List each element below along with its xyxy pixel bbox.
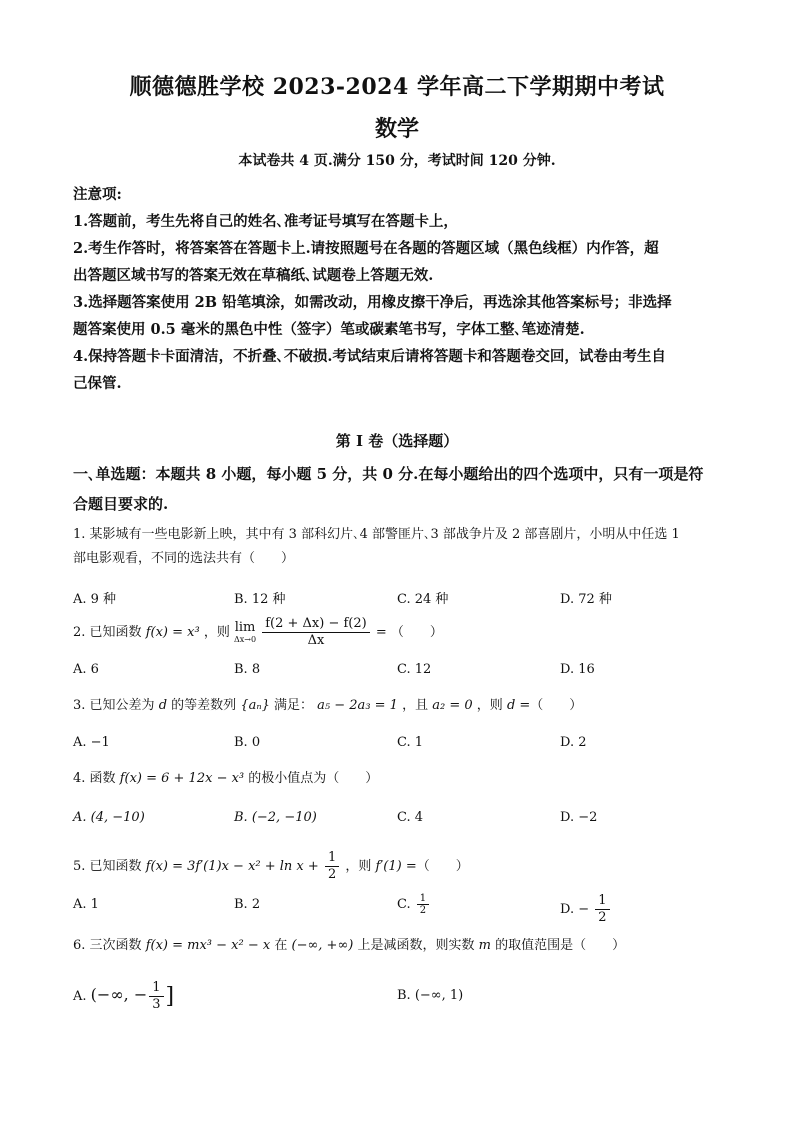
question-3-text: =（ ） [519, 698, 583, 713]
one-half-fraction [325, 850, 339, 883]
notes-section [73, 181, 723, 397]
option-d [560, 893, 612, 926]
option-c-fraction [417, 893, 429, 916]
question-4 [73, 767, 733, 791]
section-intro-line: 合题目要求的. [73, 495, 169, 513]
question-6 [73, 934, 733, 958]
option-b: B. (−∞, 1) [397, 988, 464, 1003]
exam-info: 本试卷共 4 页.满分 150 分，考试时间 120 分钟. [238, 153, 556, 169]
question-3-options [73, 735, 733, 761]
option-d: D. −2 [560, 810, 598, 825]
option-a: A. −1 [73, 735, 110, 750]
fraction-denominator: 3 [152, 997, 161, 1012]
fraction-numerator: 1 [595, 893, 609, 910]
question-1-options [73, 588, 733, 614]
option-a: A. 9 种 [73, 592, 117, 607]
option-b: B. 12 种 [234, 592, 286, 607]
fraction-denominator: Δx [307, 633, 325, 648]
option-c [397, 893, 431, 916]
option-d-fraction [595, 893, 609, 926]
question-4-function: f(x) = 6 + 12x − x³ [119, 771, 245, 786]
notes-item: 己保管. [73, 375, 122, 392]
option-b: B. 0 [234, 735, 261, 750]
question-6-interval: (−∞, +∞) [291, 938, 354, 953]
question-2-mid: ，则 [203, 625, 230, 640]
question-3 [73, 694, 733, 718]
question-3-d: d [506, 698, 516, 713]
fraction-denominator: 2 [598, 910, 607, 925]
question-5-text: 5. 已知函数 [73, 859, 142, 874]
fraction-numerator: 1 [417, 893, 429, 905]
fraction-numerator: 1 [149, 980, 163, 997]
question-2-options [73, 662, 733, 688]
question-3-equation: a₂ = 0 [432, 698, 473, 713]
option-d: D. 72 种 [560, 592, 612, 607]
notes-item: 4.保持答题卡卡面清洁，不折叠､不破损.考试结束后请将答题卡和答题卷交回，试卷由考生自 [73, 348, 666, 365]
section-intro-line: 一､单选题：本题共 8 小题，每小题 5 分，共 0 分.在每小题给出的四个选项中，只有一项是符 [73, 465, 704, 483]
notes-item: 出答题区域书写的答案无效在草稿纸､试题卷上答题无效. [73, 267, 434, 284]
question-3-text: 3. 已知公差为 [73, 698, 155, 713]
option-c: C. 1 [397, 735, 424, 750]
option-b: B. 2 [234, 897, 261, 912]
fraction-numerator: 1 [325, 850, 339, 867]
question-4-options [73, 810, 733, 836]
option-a: A. (4, −10) [73, 810, 145, 825]
notes-item: 1.答题前，考生先将自己的姓名､准考证号填写在答题卡上， [73, 213, 458, 230]
question-3-sequence: {aₙ} [240, 698, 270, 713]
option-d: D. 2 [560, 735, 587, 750]
option-c-label: C. [397, 897, 411, 912]
question-3-text: 满足： [274, 698, 314, 713]
question-5 [73, 850, 733, 883]
question-2-prefix: 2. 已知函数 [73, 625, 142, 640]
question-6-options [73, 980, 733, 1020]
option-a-right: ] [165, 984, 175, 1009]
option-d-label: D. − [560, 902, 590, 917]
question-6-text: 上是减函数，则实数 [357, 938, 475, 953]
notes-item: 题答案使用 0.5 毫米的黑色中性（签字）笔或碳素笔书写，字体工整､笔迹清楚. [73, 321, 585, 338]
option-c: C. 12 [397, 662, 432, 677]
notes-item: 2.考生作答时，将答案答在答题卡上.请按照题号在各题的答题区域（黑色线框）内作答，超 [73, 240, 659, 257]
question-5-text: ，则 [345, 859, 372, 874]
option-a [73, 980, 174, 1013]
option-a: A. 6 [73, 662, 99, 677]
notes-item: 3.选择题答案使用 2B 铅笔填涂，如需改动，用橡皮擦干净后，再选涂其他答案标号；非选择 [73, 294, 672, 311]
question-3-d: d [158, 698, 168, 713]
option-b: B. 8 [234, 662, 261, 677]
question-6-text: 6. 三次函数 [73, 938, 142, 953]
question-6-text: 在 [274, 938, 288, 953]
question-4-text: 4. 函数 [73, 771, 116, 786]
question-1-line: 1. 某影城有一些电影新上映，其中有 3 部科幻片､4 部警匪片､3 部战争片及 2 部喜剧片，小明从中任选 1 [73, 527, 680, 542]
limit-word: lim [234, 620, 256, 635]
option-c: C. 24 种 [397, 592, 449, 607]
fraction-denominator: 2 [419, 905, 427, 916]
question-5-ask: f′(1) [375, 859, 402, 874]
question-3-equation: a₅ − 2a₃ = 1 [317, 698, 398, 713]
limit-subscript: Δx→0 [233, 635, 257, 644]
section-intro [73, 459, 723, 519]
option-a-label: A. [73, 989, 87, 1004]
option-a-left: (−∞, − [90, 985, 148, 1004]
question-2 [73, 616, 733, 649]
exam-title: 顺德德胜学校 2023-2024 学年高二下学期期中考试 [129, 74, 665, 100]
option-a-fraction [149, 980, 163, 1013]
option-a: A. 1 [73, 897, 99, 912]
question-1 [73, 523, 733, 571]
question-6-text: 的取值范围是（ ） [495, 938, 626, 953]
question-5-options [73, 893, 733, 927]
question-6-m: m [478, 938, 491, 953]
question-2-function: f(x) = x³ [145, 625, 200, 640]
notes-heading: 注意项: [73, 186, 122, 203]
question-6-function: f(x) = mx³ − x² − x [145, 938, 271, 953]
question-3-text: ，且 [402, 698, 429, 713]
section-title: 第 I 卷（选择题） [335, 432, 459, 450]
option-b: B. (−2, −10) [234, 810, 317, 825]
fraction-numerator: f(2 + Δx) − f(2) [262, 616, 370, 633]
question-5-function: f(x) = 3f′(1)x − x² + ln x + [145, 859, 319, 874]
limit-operator [234, 621, 256, 644]
fraction-denominator: 2 [327, 867, 337, 882]
exam-subject: 数学 [374, 116, 419, 142]
option-d: D. 16 [560, 662, 595, 677]
question-1-line: 部电影观看，不同的选法共有（ ） [73, 551, 295, 566]
question-3-text: 的等差数列 [171, 698, 237, 713]
question-4-text: 的极小值点为（ ） [248, 771, 379, 786]
question-3-text: ，则 [476, 698, 503, 713]
question-2-suffix: = （ ） [375, 625, 443, 640]
option-c: C. 4 [397, 810, 424, 825]
question-5-text: =（ ） [405, 859, 469, 874]
difference-quotient [262, 616, 370, 649]
